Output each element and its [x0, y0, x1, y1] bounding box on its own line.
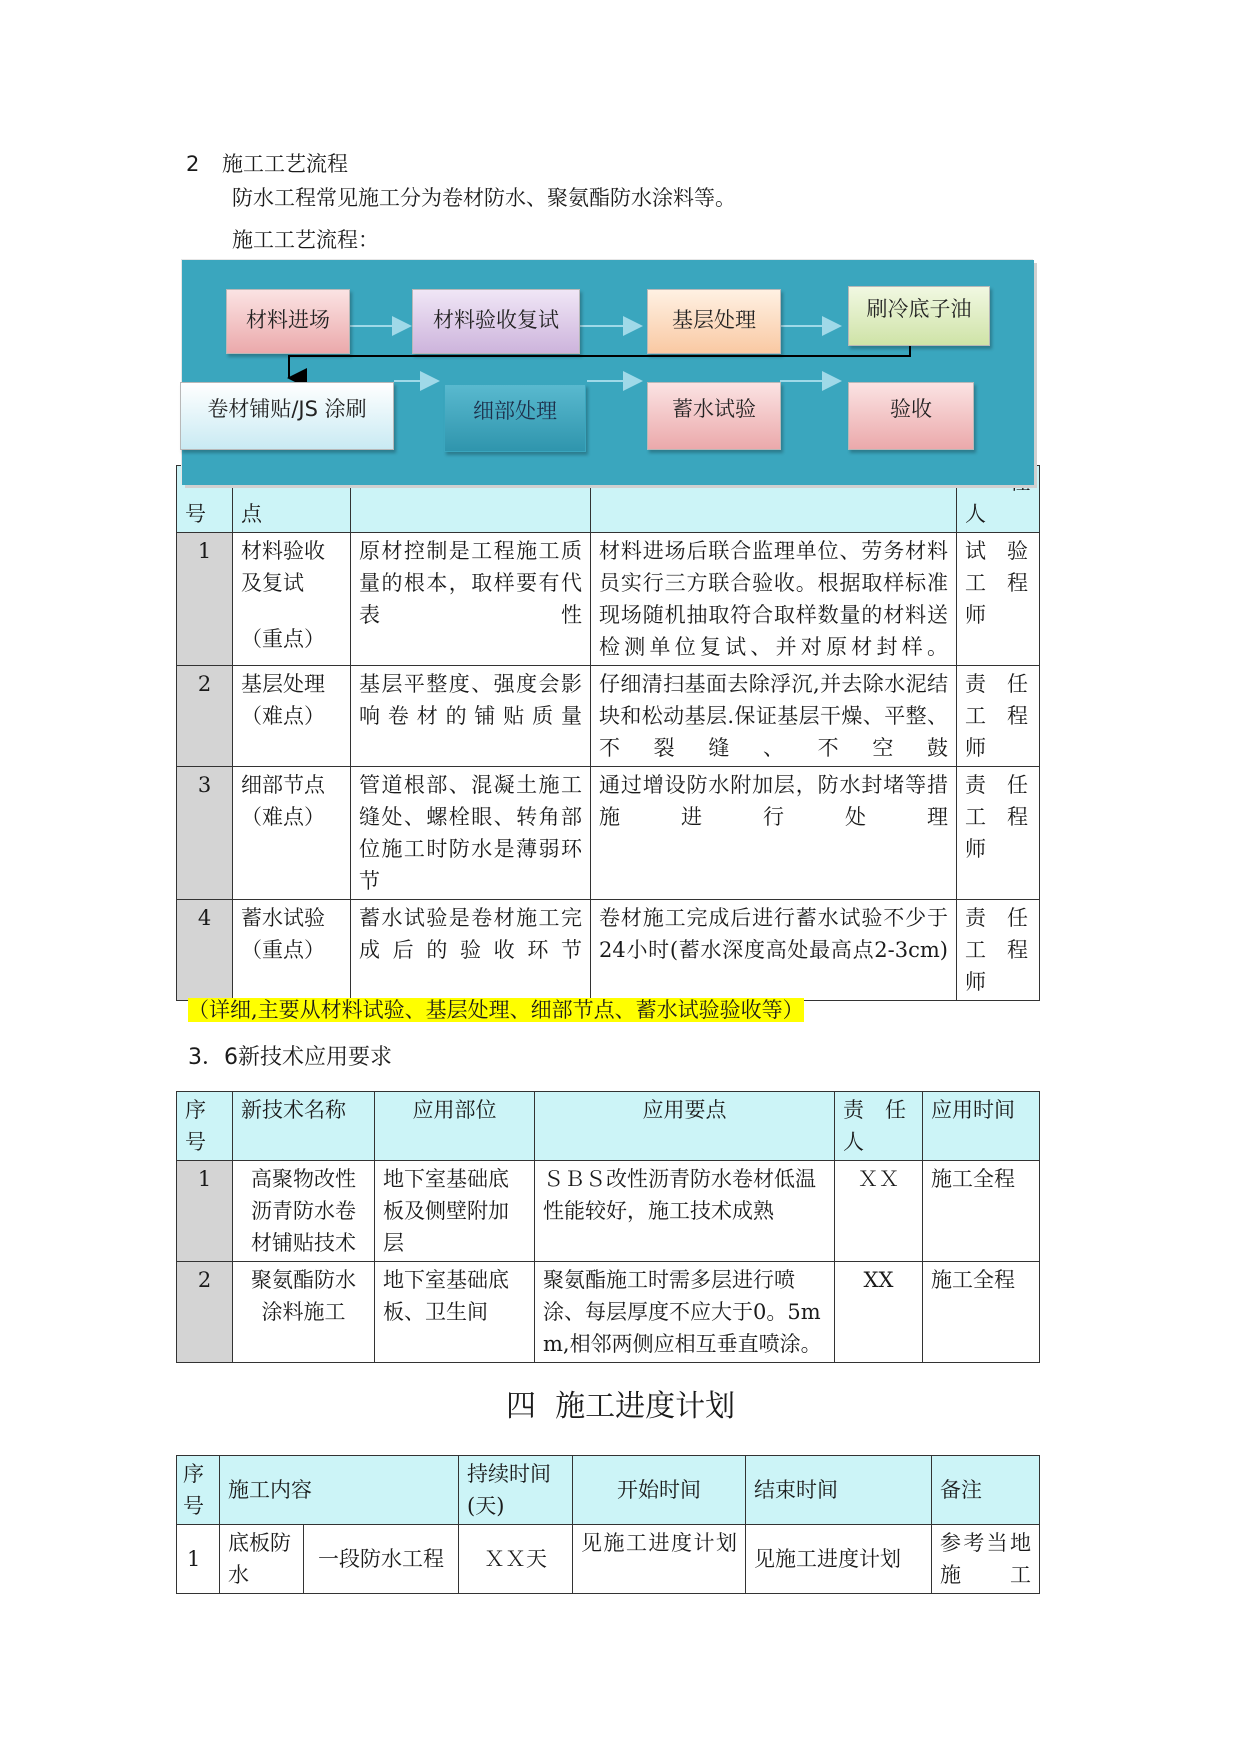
header-person-bottom: 人 — [965, 502, 986, 526]
point-line: 材料验收 — [241, 539, 325, 563]
row-number: 2 — [177, 666, 233, 767]
control-point-cell — [233, 533, 351, 666]
header-cell: 施工内容 — [220, 1456, 459, 1525]
header-cell: 应用部位 — [375, 1092, 535, 1161]
person-line: 师 — [965, 837, 986, 861]
table-row — [177, 666, 1040, 767]
person-cell — [957, 666, 1040, 767]
person-cell: ＸＸ — [835, 1161, 923, 1262]
table-header-row — [177, 1456, 1040, 1525]
reason-cell: 基层平整度、强度会影响卷材的铺贴质量 — [351, 666, 591, 767]
person-line: 工 程 — [965, 938, 1028, 962]
person-cell: XX — [835, 1262, 923, 1363]
person-line: 师 — [965, 736, 986, 760]
note-cell: 参考当地施工 — [932, 1525, 1040, 1594]
section-4-heading: 四 施工进度计划 — [506, 1389, 736, 1424]
start-cell: 见施工进度计划 — [573, 1525, 746, 1594]
person-line: 责 任 — [965, 773, 1028, 797]
header-cell: 开始时间 — [573, 1456, 746, 1525]
time-cell: 施工全程 — [923, 1161, 1040, 1262]
table-header-row — [177, 1092, 1040, 1161]
person-line: 师 — [965, 603, 986, 627]
person-line: 工 程 — [965, 805, 1028, 829]
person-cell — [957, 767, 1040, 900]
person-cell — [957, 900, 1040, 1001]
header-cell-point: 点 — [233, 466, 351, 533]
part-cell: 地下室基础底板、卫生间 — [375, 1262, 535, 1363]
process-flowchart — [182, 260, 1034, 485]
content-a-cell: 底板防水 — [220, 1525, 304, 1594]
point-line: （难点） — [241, 805, 325, 829]
point-cell: 聚氨酯施工时需多层进行喷涂、每层厚度不应大于0。5mm,相邻两侧应相互垂直喷涂。 — [535, 1262, 835, 1363]
time-cell: 施工全程 — [923, 1262, 1040, 1363]
header-cell: 责 任人 — [835, 1092, 923, 1161]
measure-cell: 通过增设防水附加层，防水封堵等措施进行处理 — [591, 767, 957, 900]
row-number: 1 — [177, 533, 233, 666]
point-cell: ＳＢＳ改性沥青防水卷材低温性能较好，施工技术成熟 — [535, 1161, 835, 1262]
flow-step-acceptance-retest: 材料验收复试 — [412, 289, 580, 354]
table-row — [177, 1525, 1040, 1594]
measure-cell: 仔细清扫基面去除浮沉,并去除水泥结块和松动基层.保证基层干燥、平整、不裂缝、不空鼓 — [591, 666, 957, 767]
measure-cell: 材料进场后联合监理单位、劳务材料员实行三方联合验收。根据取样标准现场随机抽取符合取样数量的材料送检测单位复试、并对原材封样。 — [591, 533, 957, 666]
flow-label: 施工工艺流程： — [232, 228, 379, 252]
tech-name-cell: 聚氨酯防水涂料施工 — [233, 1262, 375, 1363]
flow-step-detail-treatment: 细部处理 — [444, 384, 586, 452]
point-line — [241, 599, 342, 623]
header-cell: 应用要点 — [535, 1092, 835, 1161]
header-cell: 结束时间 — [746, 1456, 932, 1525]
header-cell: 备注 — [932, 1456, 1040, 1525]
flow-step-water-test: 蓄水试验 — [647, 382, 781, 450]
header-cell: 序号 — [177, 1092, 233, 1161]
table-row — [177, 900, 1040, 1001]
intro-paragraph: 防水工程常见施工分为卷材防水、聚氨酯防水涂料等。 — [232, 186, 736, 210]
control-points-table — [176, 465, 1040, 1001]
row-number: 2 — [177, 1262, 233, 1363]
header-cell: 持续时间(天) — [459, 1456, 573, 1525]
schedule-table — [176, 1455, 1040, 1594]
row-number: 1 — [177, 1161, 233, 1262]
part-cell: 地下室基础底板及侧壁附加层 — [375, 1161, 535, 1262]
person-line: 工 程 — [965, 571, 1028, 595]
row-number: 1 — [177, 1525, 220, 1594]
flow-step-base-treatment: 基层处理 — [647, 289, 781, 354]
person-line: 试 验 — [965, 539, 1028, 563]
header-cell: 应用时间 — [923, 1092, 1040, 1161]
control-point-cell — [233, 900, 351, 1001]
person-line: 工 程 — [965, 704, 1028, 728]
highlight-note-text: （详细,主要从材料试验、基层处理、细部节点、蓄水试验验收等） — [188, 998, 804, 1022]
person-line: 责 任 — [965, 672, 1028, 696]
table-row — [177, 533, 1040, 666]
person-cell — [957, 533, 1040, 666]
section-heading: 施工工艺流程 — [222, 152, 348, 176]
section-36-heading: 3．6新技术应用要求 — [188, 1045, 392, 1070]
point-line: 及复试 — [241, 571, 304, 595]
end-cell: 见施工进度计划 — [746, 1525, 932, 1594]
flow-return-arrow — [289, 340, 910, 378]
section-number: 2 — [186, 152, 200, 176]
point-line: （重点） — [241, 938, 325, 962]
table-row — [177, 1161, 1040, 1262]
flow-step-material-entry: 材料进场 — [226, 289, 350, 354]
control-point-cell — [233, 666, 351, 767]
row-number: 3 — [177, 767, 233, 900]
header-cell-no: 号 — [177, 466, 233, 533]
tech-name-cell: 高聚物改性沥青防水卷材铺贴技术 — [233, 1161, 375, 1262]
flow-step-primer: 刷冷底子油 — [848, 286, 990, 346]
flow-step-acceptance: 验收 — [848, 382, 974, 450]
content-b-cell: 一段防水工程 — [304, 1525, 459, 1594]
header-cell: 序号 — [177, 1456, 220, 1525]
person-line: 责 任 — [965, 906, 1028, 930]
control-point-cell — [233, 767, 351, 900]
highlight-note — [188, 998, 804, 1022]
point-line: （重点） — [241, 627, 325, 651]
new-tech-table — [176, 1091, 1040, 1363]
duration-cell: ＸＸ天 — [459, 1525, 573, 1594]
reason-cell: 蓄水试验是卷材施工完成后的验收环节 — [351, 900, 591, 1001]
reason-cell: 原材控制是工程施工质量的根本，取样要有代表性 — [351, 533, 591, 666]
point-line: 基层处理 — [241, 672, 325, 696]
header-cell: 新技术名称 — [233, 1092, 375, 1161]
point-line: （难点） — [241, 704, 325, 728]
table-row — [177, 767, 1040, 900]
point-line: 蓄水试验 — [241, 906, 325, 930]
person-line: 师 — [965, 970, 986, 994]
measure-cell: 卷材施工完成后进行蓄水试验不少于24小时(蓄水深度高处最高点2-3cm) — [591, 900, 957, 1001]
row-number: 4 — [177, 900, 233, 1001]
flow-step-membrane-laying: 卷材铺贴/JS 涂刷 — [180, 382, 394, 450]
reason-cell: 管道根部、混凝土施工缝处、螺栓眼、转角部位施工时防水是薄弱环节 — [351, 767, 591, 900]
point-line: 细部节点 — [241, 773, 325, 797]
table-row — [177, 1262, 1040, 1363]
